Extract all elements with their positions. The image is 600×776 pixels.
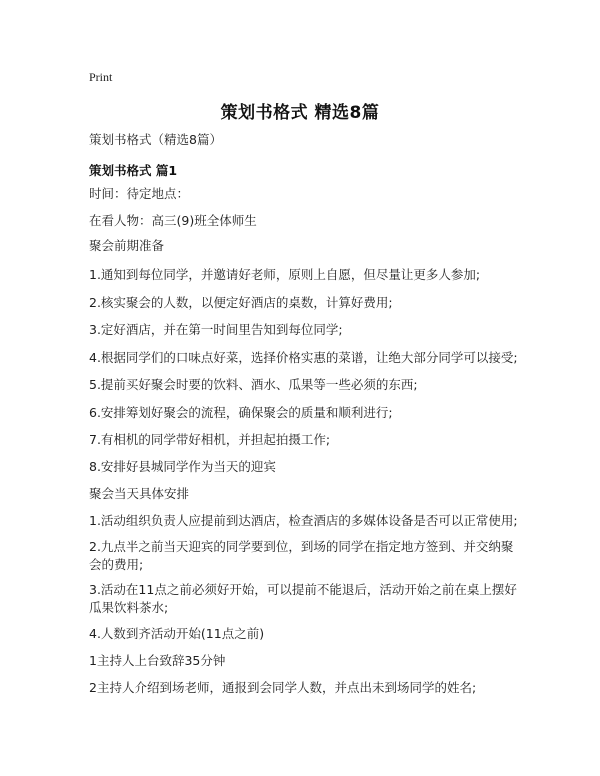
list-item: 2.九点半之前当天迎宾的同学要到位，到场的同学在指定地方签到、并交纳聚会的费用; xyxy=(89,539,514,572)
subtitle: 策划书格式（精选8篇） xyxy=(89,132,222,147)
list-item: 3.定好酒店，并在第一时间里告知到每位同学; xyxy=(89,322,343,337)
print-label[interactable]: Print xyxy=(89,70,113,84)
list-item: 1.活动组织负责人应提前到达酒店，检查酒店的多媒体设备是否可以正常使用; xyxy=(89,513,518,528)
page-title: 策划书格式 精选8篇 xyxy=(220,103,380,123)
list-item: 5.提前买好聚会时要的饮料、酒水、瓜果等一些必须的东西; xyxy=(89,377,418,392)
list-item: 8.安排好县城同学作为当天的迎宾 xyxy=(89,459,276,474)
list-item: 4.根据同学们的口味点好菜，选择价格实惠的菜谱，让绝大部分同学可以接受; xyxy=(89,350,518,365)
list-item: 2.核实聚会的人数，以便定好酒店的桌数，计算好费用; xyxy=(89,295,393,310)
people-line: 在看人物：高三(9)班全体师生 xyxy=(89,213,257,228)
list-item: 1.通知到每位同学，并邀请好老师，原则上自愿，但尽量让更多人参加; xyxy=(89,267,481,282)
day-heading: 聚会当天具体安排 xyxy=(89,486,190,501)
prep-heading: 聚会前期准备 xyxy=(89,238,165,253)
list-item: 6.安排筹划好聚会的流程，确保聚会的质量和顺利进行; xyxy=(89,405,393,420)
list-item: 1主持人上台致辞35分钟 xyxy=(89,653,226,668)
list-item: 3.活动在11点之前必须好开始，可以提前不能退后，活动开始之前在桌上摆好瓜果饮料茶水; xyxy=(89,582,517,615)
list-item: 4.人数到齐活动开始(11点之前) xyxy=(89,626,265,641)
list-item: 7.有相机的同学带好相机，并担起拍摄工作; xyxy=(89,432,331,447)
time-line: 时间：待定地点： xyxy=(89,186,190,201)
list-item: 2主持人介绍到场老师，通报到会同学人数，并点出未到场同学的姓名; xyxy=(89,680,477,695)
section-heading: 策划书格式 篇1 xyxy=(89,163,178,178)
